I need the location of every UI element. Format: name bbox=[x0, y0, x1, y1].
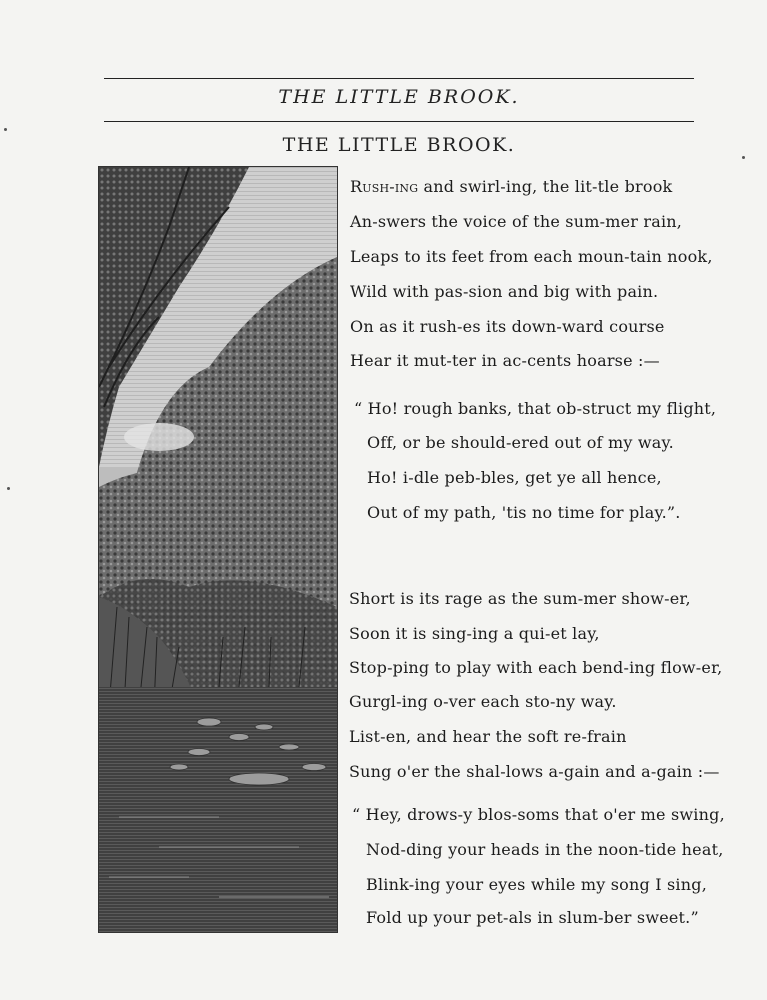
paper-speck bbox=[7, 487, 10, 490]
poem-line: An-swers the voice of the sum-mer rain, bbox=[350, 212, 683, 231]
poem-line: Hear it mut-ter in ac-cents hoarse :— bbox=[350, 351, 660, 370]
poem-line: “ Ho! rough banks, that ob-struct my flight, bbox=[354, 399, 717, 418]
poem-line: Nod-ding your heads in the noon-tide heat, bbox=[366, 840, 724, 859]
poem-line: Gurgl-ing o-ver each sto-ny way. bbox=[349, 692, 617, 711]
poem-line: Sung o'er the shal-lows a-gain and a-gain :— bbox=[349, 762, 720, 781]
brook-engraving bbox=[98, 166, 338, 933]
poem-line: Fold up your pet-als in slum-ber sweet.” bbox=[366, 908, 699, 927]
poem-line: Wild with pas-sion and big with pain. bbox=[350, 282, 659, 301]
poem-title: THE LITTLE BROOK. bbox=[282, 134, 516, 156]
poem-line: On as it rush-es its down-ward course bbox=[350, 317, 665, 336]
running-head: THE LITTLE BROOK. bbox=[278, 86, 520, 108]
poem-line: Leaps to its feet from each moun-tain nook, bbox=[350, 247, 713, 266]
poem-line: Blink-ing your eyes while my song I sing, bbox=[366, 875, 707, 894]
poem-line: Soon it is sing-ing a qui-et lay, bbox=[349, 624, 600, 643]
poem-line: Stop-ping to play with each bend-ing flow-er, bbox=[349, 658, 723, 677]
poem-line: Short is its rage as the sum-mer show-er, bbox=[349, 589, 691, 608]
poem-line: Rush-ing and swirl-ing, the lit-tle brook bbox=[350, 177, 673, 196]
header-rule-bottom bbox=[104, 121, 694, 122]
header-rule-top bbox=[104, 78, 694, 79]
paper-speck bbox=[742, 156, 745, 159]
drop-lead-word: Rush-ing bbox=[350, 177, 419, 196]
paper-speck bbox=[4, 128, 7, 131]
poem-line: List-en, and hear the soft re-frain bbox=[349, 727, 627, 746]
poem-line: “ Hey, drows-y blos-soms that o'er me swing, bbox=[352, 805, 725, 824]
poem-line: Out of my path, 'tis no time for play.”. bbox=[367, 503, 681, 522]
poem-line: Off, or be should-ered out of my way. bbox=[367, 433, 674, 452]
poem-line: Ho! i-dle peb-bles, get ye all hence, bbox=[367, 468, 662, 487]
